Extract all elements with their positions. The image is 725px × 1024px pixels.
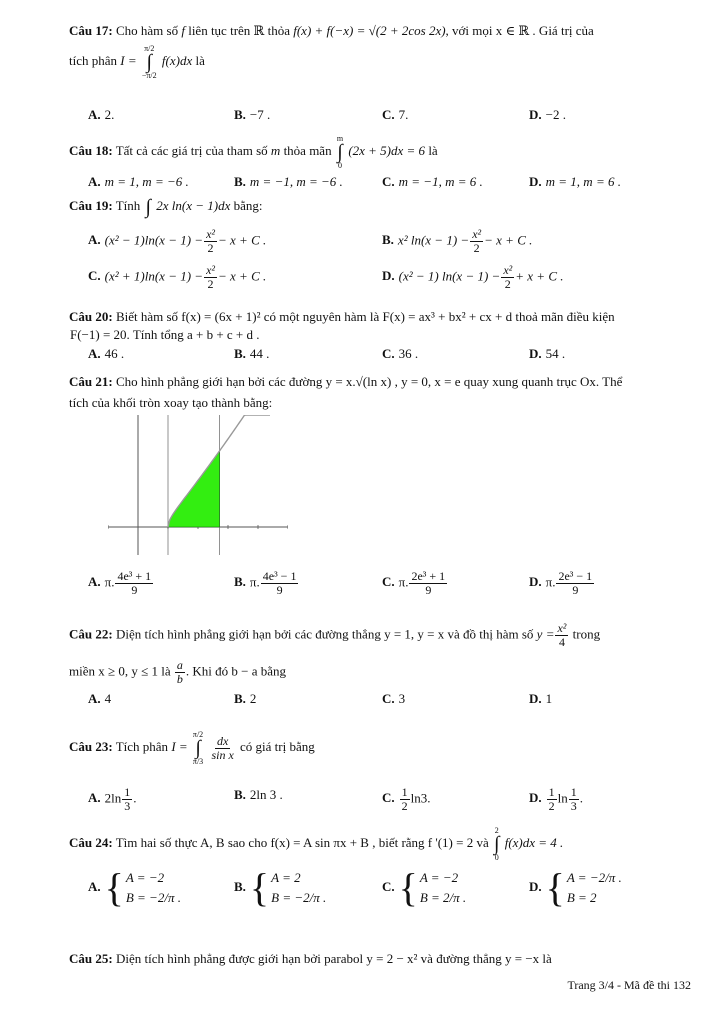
question-21-line2: tích của khối tròn xoay tạo thành bằng: <box>69 395 273 410</box>
question-22: Câu 22: Diện tích hình phẳng giới hạn bởi các đường thẳng y = 1, y = x và đồ thị hàm số y = $\frac{\text{x²}}{4}$ trong <box>69 621 601 649</box>
question-label: Câu 17: <box>69 23 113 38</box>
option-b[interactable]: B. 2 <box>234 691 257 706</box>
question-19: Câu 19: Tính ∫ 2x ln(x − 1)dx bằng: <box>69 196 263 219</box>
question-20: Câu 20: Biết hàm số f(x) = (6x + 1)² có một nguyên hàm là F(x) = ax³ + bx² + cx + d thoả mãn điều kiện <box>69 309 615 324</box>
option-b[interactable]: B. m = −1, m = −6 . <box>234 174 343 189</box>
option-c[interactable]: C. (x² + 1)ln(x − 1) − $\frac{\text{x²}}{2}$ − x + C . <box>88 263 267 291</box>
question-18: Câu 18: Tất cả các giá trị của tham số m thỏa mãn m ∫ 0 (2x + 5)dx = 6 là <box>69 134 438 170</box>
option-a[interactable]: A. 4 <box>88 691 112 706</box>
option-c[interactable]: C. 3 <box>382 691 406 706</box>
option-a[interactable]: A. 2ln $\frac{1}{3}$ . <box>88 785 137 813</box>
option-c[interactable]: C. π. $\frac{\text{2e³ + 1}}{9}$ <box>382 569 446 597</box>
option-b[interactable]: B. 44 . <box>234 346 270 361</box>
integral-sign: π/2 ∫ π/3 <box>192 730 204 766</box>
option-b[interactable]: B. { A = 2 B = −2/π . <box>234 865 327 910</box>
option-a[interactable]: A. 2. <box>88 107 115 122</box>
option-b[interactable]: B. x² ln(x − 1) − $\frac{\text{x²}}{2}$ − x + C . <box>382 227 533 255</box>
integral-sign: 2 ∫ 0 <box>493 826 500 862</box>
integral-sign: m ∫ 0 <box>336 134 344 170</box>
option-a[interactable]: A. (x² − 1)ln(x − 1) − $\frac{\text{x²}}{2}$ − x + C . <box>88 227 267 255</box>
option-d[interactable]: D. 54 . <box>529 346 566 361</box>
option-d[interactable]: D. m = 1, m = 6 . <box>529 174 621 189</box>
integral-sign: π/2 ∫ −π/2 <box>141 44 157 80</box>
option-a[interactable]: A. π. $\frac{\text{4e³ + 1}}{9}$ <box>88 569 152 597</box>
question-17-line2: tích phân I = π/2 ∫ −π/2 f(x)dx là <box>69 44 205 80</box>
option-d[interactable]: D. π. $\frac{\text{2e³ − 1}}{9}$ <box>529 569 593 597</box>
page-footer: Trang 3/4 - Mã đề thi 132 <box>567 978 691 992</box>
question-23: Câu 23: Tích phân I = π/2 ∫ π/3 $\frac{dx}{\text{sin x}}$ có giá trị bằng <box>69 730 315 766</box>
question-21: Câu 21: Cho hình phẳng giới hạn bởi các đường y = x.√(ln x) , y = 0, x = e quay xung quanh trục Ox. Thể <box>69 374 623 389</box>
question-20-line2: F(−1) = 20. Tính tổng a + b + c + d . <box>70 327 260 342</box>
option-b[interactable]: B. π. $\frac{\text{4e³ − 1}}{9}$ <box>234 569 297 597</box>
equation: f(x) + f(−x) = √(2 + 2cos 2x) <box>293 23 446 38</box>
question-24: Câu 24: Tìm hai số thực A, B sao cho f(x) = A sin πx + B , biết rằng f '(1) = 2 và 2 ∫ 0 f(x)dx = 4 . <box>69 826 564 862</box>
option-d[interactable]: D. $\frac{1}{2}$ ln $\frac{1}{3}$ . <box>529 785 584 813</box>
option-c[interactable]: C. m = −1, m = 6 . <box>382 174 483 189</box>
option-a[interactable]: A. m = 1, m = −6 . <box>88 174 189 189</box>
option-d[interactable]: D. (x² − 1) ln(x − 1) − $\frac{\text{x²}}{2}$ + x + C . <box>382 263 564 291</box>
question-22-line2: miền x ≥ 0, y ≤ 1 là $\frac{a}{b}$ . Khi đó b − a bằng <box>69 658 287 686</box>
option-a[interactable]: A. 46 . <box>88 346 125 361</box>
option-d[interactable]: D. { A = −2/π . B = 2 <box>529 865 622 910</box>
option-d[interactable]: D. 1 <box>529 691 553 706</box>
option-c[interactable]: C. 7. <box>382 107 409 122</box>
option-b[interactable]: B. −7 . <box>234 107 271 122</box>
option-a[interactable]: A. { A = −2 B = −2/π . <box>88 865 181 910</box>
option-c[interactable]: C. $\frac{1}{2}$ ln3. <box>382 785 431 813</box>
option-d[interactable]: D. −2 . <box>529 107 566 122</box>
option-b[interactable]: B. 2ln 3 . <box>234 787 283 802</box>
question-25: Câu 25: Diện tích hình phẳng được giới hạn bởi parabol y = 2 − x² và đường thẳng y = −x là <box>69 951 552 966</box>
option-c[interactable]: C. 36 . <box>382 346 419 361</box>
integral-sign: ∫ <box>145 196 152 219</box>
question-17: Câu 17: Cho hàm số f liên tục trên ℝ thỏa f(x) + f(−x) = √(2 + 2cos 2x), với mọi x ∈ ℝ . Giá trị của <box>69 23 594 38</box>
option-c[interactable]: C. { A = −2 B = 2/π . <box>382 865 467 910</box>
area-graph <box>108 415 288 555</box>
